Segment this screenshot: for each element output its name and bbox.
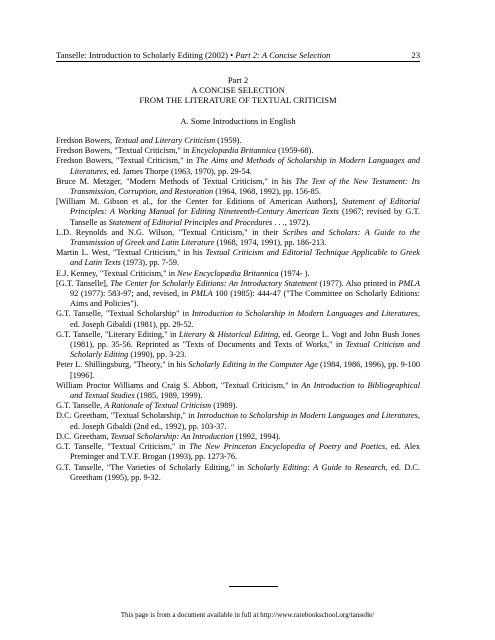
entry-text: G.T. Tanselle, "Textual Criticism," in — [56, 442, 190, 452]
entry-text: (1992, 1994). — [233, 431, 281, 441]
running-header — [56, 50, 420, 62]
title-line-2: FROM THE LITERATURE OF TEXTUAL CRITICISM — [139, 95, 337, 105]
entry-text: Fredson Bowers, "Textual Criticism," in — [56, 146, 192, 156]
header-left — [56, 50, 330, 60]
entry-text: Bruce M. Metzger, "Modern Methods of Textual Criticism," in his — [56, 176, 296, 186]
bibliography-entry — [56, 248, 420, 268]
entry-text: (1990), pp. 3-23. — [128, 350, 187, 360]
entry-text: G.T. Tanselle, "The Varieties of Scholarly Editing," in — [56, 462, 248, 472]
bibliography-entry — [56, 330, 420, 361]
entry-title: The New Princeton Encyclopedia of Poetry and Poetics — [189, 442, 386, 452]
entry-text: 92 (1977): 583-97; and, revised, in — [70, 289, 191, 299]
bibliography-entry — [56, 442, 420, 462]
bibliography-list — [56, 136, 420, 483]
bibliography-entry — [56, 432, 420, 442]
entry-text: (1984, 1986, 1996), pp. 9-100 [1996]. — [70, 360, 420, 380]
entry-title: Textual Criticism and Scholarly Editing — [70, 340, 420, 360]
entry-title: The Text of the New Testament: Its Transmission, Corruption, and Restoration — [70, 176, 420, 197]
entry-text: Peter L. Shillingsburg, "Theory," in his — [56, 360, 189, 370]
entry-text: G.T. Tanselle, — [56, 401, 105, 411]
entry-title: Introduction to Scholarship in Modern Languages and Literatures — [196, 411, 418, 421]
header-section: Part 2: A Concise Selection — [235, 50, 331, 60]
entry-text: , ed. James Thorpe (1963, 1970), pp. 29-54. — [106, 166, 252, 176]
bibliography-entry — [56, 269, 420, 279]
bibliography-entry — [56, 228, 420, 248]
part-label: Part 2 — [227, 75, 249, 85]
entry-text: , ed. George L. Vogt and John Bush Jones (1981), pp. 35-56. Reprinted as "Texts of Documents and Texts of Works," in — [70, 329, 420, 350]
entry-text: G.T. Tanselle, "Textual Scholarship" in — [56, 309, 192, 319]
entry-text: (1959-68). — [276, 146, 314, 156]
entry-text: (1964, 1968, 1992), pp. 156-85. — [213, 187, 322, 197]
entry-title: The Aims and Methods of Scholarship in Modern Languages and Literatures — [70, 156, 420, 176]
entry-text: , ed. Joseph Gibaldi (1981), pp. 29-52. — [70, 309, 420, 329]
entry-title: Statement of Editorial Principles and Procedures . . . — [108, 217, 285, 227]
page-footer: This page is from a document available in full at http://www.rarebookschool.org/tanselle/ — [120, 611, 375, 619]
section-heading: A. Some Introductions in English — [180, 116, 296, 126]
entry-title: The Center for Scholarly Editions: An Introductory Statement — [110, 278, 318, 288]
entry-title: An Introduction to Bibliographical and Textual Studies — [70, 380, 420, 401]
entry-text: (1959). — [215, 136, 242, 145]
end-rule — [229, 586, 278, 587]
bibliography-entry — [56, 177, 420, 197]
entry-text: (1985, 1989, 1999). — [134, 391, 203, 401]
bibliography-entry — [56, 411, 420, 431]
bibliography-entry — [56, 360, 420, 380]
entry-text: William Proctor Williams and Craig S. Abbott, "Textual Criticism," in — [56, 380, 302, 390]
bibliography-entry — [56, 463, 420, 483]
bibliography-entry — [56, 197, 420, 228]
page-number: 23 — [411, 50, 420, 60]
entry-title: Textual and Literary Criticism — [114, 136, 216, 145]
bibliography-entry — [56, 309, 420, 329]
entry-title: Introduction to Scholarship in Modern Languages and Literatures — [191, 309, 418, 319]
header-bullet: • — [230, 50, 234, 60]
entry-title: PMLA — [398, 278, 420, 288]
entry-text: 100 (1985): 444-47 ("The Committee on Scholarly Editions: Aims and Policies"). — [70, 289, 420, 309]
entry-title: Textual Scholarship: An Introduction — [110, 431, 234, 441]
entry-text: Fredson Bowers, "Textual Criticism," in — [56, 156, 196, 166]
entry-text: L.D. Reynolds and N.G. Wilson, "Textual Criticism," in their — [56, 227, 283, 237]
entry-title: A Rationale of Textual Criticism — [104, 401, 212, 411]
bibliography-entry — [56, 136, 420, 146]
entry-text: (1989). — [211, 401, 238, 411]
bibliography-entry — [56, 146, 420, 156]
entry-title: Statement of Editorial Principles: A Working Manual for Editing Nineteenth-Century American Texts — [70, 197, 420, 217]
entry-text: D.C. Greetham, — [56, 431, 111, 441]
entry-text: [G.T. Tanselle], — [56, 278, 111, 288]
header-title: Tanselle: Introduction to Scholarly Editing (2002) — [56, 50, 228, 60]
bibliography-entry — [56, 156, 420, 176]
entry-text: Martin L. West, "Textual Criticism," in his — [56, 248, 206, 258]
entry-title: Textual Criticism and Editorial Technique Applicable to Greek and Latin Texts — [70, 248, 420, 268]
entry-text: , 1972). — [284, 217, 311, 227]
title-line-1: A CONCISE SELECTION — [191, 85, 285, 95]
entry-text: G.T. Tanselle, "Literary Editing," in — [56, 329, 179, 339]
entry-text: E.J. Kenney, "Textual Criticism," in — [56, 268, 178, 278]
bibliography-entry — [56, 381, 420, 401]
bibliography-entry — [56, 401, 420, 411]
entry-text: (1973), pp. 7-59. — [120, 258, 179, 268]
entry-title: PMLA — [190, 289, 213, 299]
entry-title: Encyclopædia Britannica — [191, 146, 277, 156]
entry-title: Scholarly Editing: A Guide to Research — [247, 462, 386, 472]
entry-text: , ed. D.C. Greetham (1995), pp. 9-32. — [70, 462, 420, 482]
entry-title: Literary & Historical Editing — [178, 329, 279, 339]
entry-text: (1968, 1974, 1991), pp. 186-213. — [214, 238, 327, 248]
entry-text: (1974- ). — [278, 268, 310, 278]
entry-title: Scholarly Editing in the Computer Age — [188, 360, 318, 370]
entry-title: Scribes and Scholars: A Guide to the Transmission of Greek and Latin Literature — [70, 227, 420, 248]
entry-text: , ed. Joseph Gibaldi (2nd ed., 1992), pp. 103-37. — [70, 411, 420, 431]
entry-text: D.C. Greetham, "Textual Scholarship," in — [56, 411, 197, 421]
entry-title: New Encyclopædia Britannica — [177, 268, 279, 278]
entry-text: (1977). Also printed in — [317, 278, 399, 288]
entry-text: , ed. Alex Preminger and T.V.F. Brogan (1993), pp. 1273-76. — [70, 442, 420, 462]
entry-text: [William M. Gibson et al., for the Center for Editions of American Authors], — [56, 197, 343, 207]
bibliography-entry — [56, 279, 420, 310]
entry-text: (1967; revised by G.T. Tanselle as — [70, 207, 420, 227]
entry-text: Fredson Bowers, — [56, 136, 115, 145]
